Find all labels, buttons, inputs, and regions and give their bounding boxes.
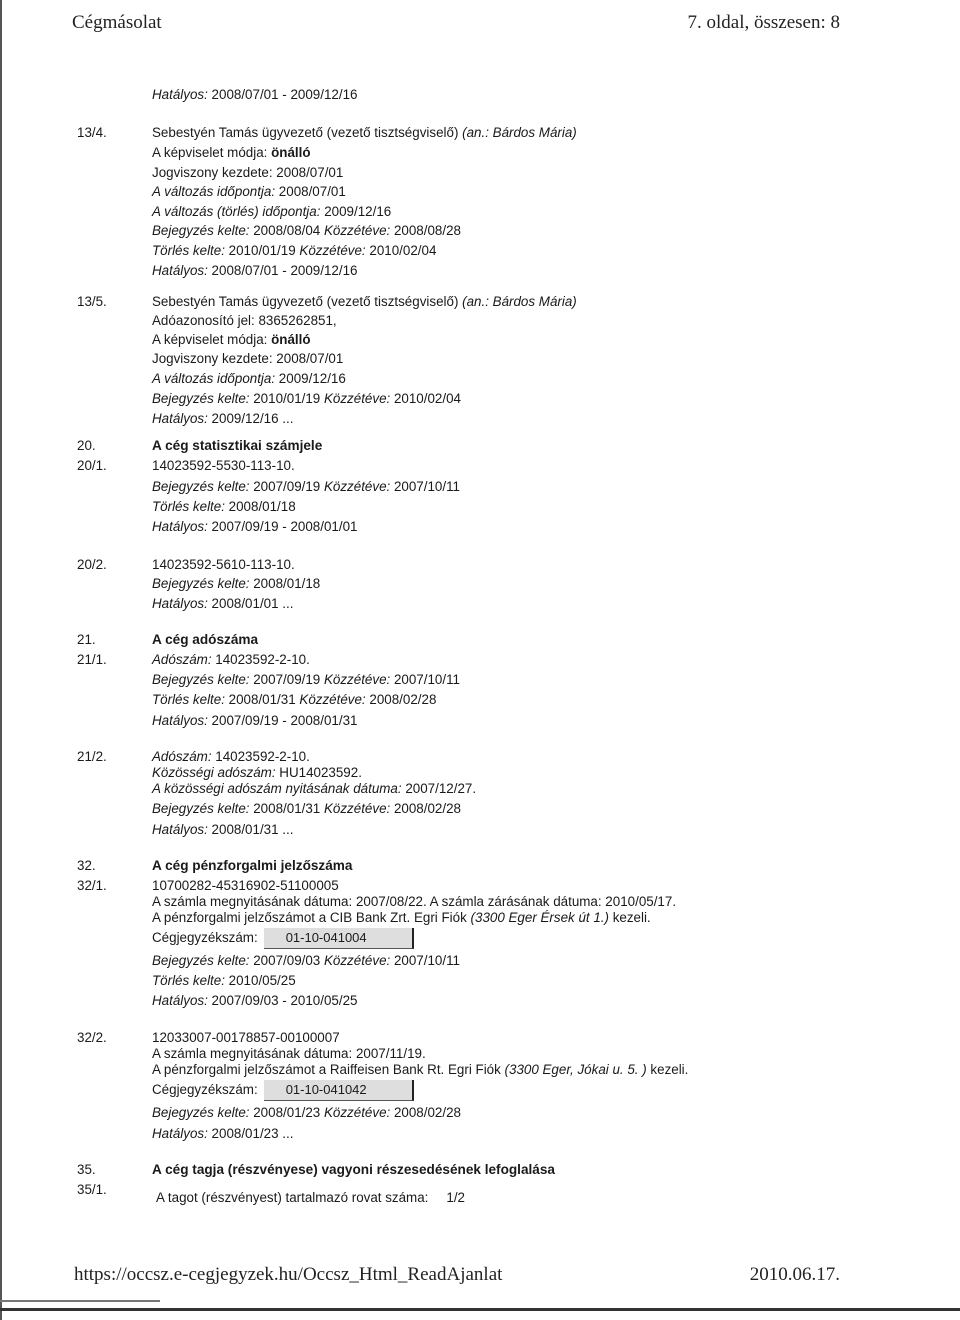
entry-number: 35/1. <box>77 1182 107 1197</box>
scan-edge-bottom <box>0 1308 960 1311</box>
registration-line: Bejegyzés kelte: 2008/08/04 Közzétéve: 2008/08/28 <box>152 223 461 238</box>
section-title: A cég tagja (részvényese) vagyoni részesedésének lefoglalása <box>152 1162 555 1177</box>
community-tax-number: Közösségi adószám: HU14023592. <box>152 765 362 780</box>
scan-edge-bottom-mark <box>0 1300 160 1302</box>
section-title: A cég adószáma <box>152 632 259 647</box>
entry-number: 13/5. <box>77 294 107 309</box>
hatalyos-line: Hatályos: 2007/09/19 - 2008/01/01 <box>152 519 358 534</box>
relation-start: Jogviszony kezdete: 2008/07/01 <box>152 351 344 366</box>
registration-line: Bejegyzés kelte: 2008/01/23 Közzétéve: 2008/02/28 <box>152 1105 461 1120</box>
account-number: 12033007-00178857-00100007 <box>152 1030 340 1045</box>
hatalyos-line: Hatályos: 2008/07/01 - 2009/12/16 <box>152 87 358 102</box>
account-number: 10700282-45316902-51100005 <box>152 878 339 893</box>
change-date: A változás időpontja: 2008/07/01 <box>152 184 346 199</box>
deletion-line: Törlés kelte: 2008/01/18 <box>152 499 296 514</box>
community-tax-open-date: A közösségi adószám nyitásának dátuma: 2007/12/27. <box>152 781 477 796</box>
section-number: 20. <box>77 438 96 453</box>
registration-line: Bejegyzés kelte: 2008/01/18 <box>152 576 321 591</box>
registration-line: Bejegyzés kelte: 2010/01/19 Közzétéve: 2010/02/04 <box>152 391 461 406</box>
bank-line: A pénzforgalmi jelzőszámot a Raiffeisen Bank Rt. Egri Fiók (3300 Eger, Jókai u. 5. ) kezeli. <box>152 1062 689 1077</box>
entry-number: 20/2. <box>77 557 107 572</box>
company-reg-number: Cégjegyzékszám: 01-10-041004 <box>152 928 414 949</box>
tax-id-line: Adóazonosító jel: 8365262851, <box>152 313 337 328</box>
bank-line: A pénzforgalmi jelzőszámot a CIB Bank Zrt. Egri Fiók (3300 Eger Érsek út 1.) kezeli. <box>152 910 651 925</box>
section-title: A cég pénzforgalmi jelzőszáma <box>152 858 353 873</box>
page-header-left: Cégmásolat <box>72 12 162 33</box>
member-row-ref: A tagot (részvényest) tartalmazó rovat száma: 1/2 <box>156 1190 466 1205</box>
section-title: A cég statisztikai számjele <box>152 438 323 453</box>
account-dates: A számla megnyitásának dátuma: 2007/11/19. <box>152 1046 426 1061</box>
stat-number: 14023592-5610-113-10. <box>152 557 295 572</box>
section-number: 21. <box>77 632 96 647</box>
hatalyos-line: Hatályos: 2008/07/01 - 2009/12/16 <box>152 263 358 278</box>
person-name: Sebestyén Tamás ügyvezető (vezető tisztségviselő) (an.: Bárdos Mária) <box>152 294 577 309</box>
page-header-right: 7. oldal, összesen: 8 <box>687 12 840 33</box>
entry-number: 32/1. <box>77 878 107 893</box>
entry-number: 20/1. <box>77 458 107 473</box>
entry-number: 32/2. <box>77 1030 107 1045</box>
person-name: Sebestyén Tamás ügyvezető (vezető tisztségviselő) (an.: Bárdos Mária) <box>152 125 577 140</box>
scan-edge-left <box>0 0 2 1320</box>
stat-number: 14023592-5530-113-10. <box>152 458 295 473</box>
account-dates: A számla megnyitásának dátuma: 2007/08/22. A számla zárásának dátuma: 2010/05/17. <box>152 894 677 909</box>
footer-url: https://occsz.e-cegjegyzek.hu/Occsz_Html_ReadAjanlat <box>74 1264 503 1285</box>
entry-number: 21/1. <box>77 652 107 667</box>
tax-number-line: Adószám: 14023592-2-10. <box>152 749 310 764</box>
change-date: A változás időpontja: 2009/12/16 <box>152 371 346 386</box>
deletion-line: Törlés kelte: 2008/01/31 Közzétéve: 2008/02/28 <box>152 692 437 707</box>
hatalyos-line: Hatályos: 2009/12/16 ... <box>152 411 294 426</box>
deletion-change-date: A változás (törlés) időpontja: 2009/12/16 <box>152 204 392 219</box>
registration-line: Bejegyzés kelte: 2007/09/19 Közzétéve: 2007/10/11 <box>152 479 460 494</box>
entry-number: 13/4. <box>77 125 107 140</box>
tax-number-line: Adószám: 14023592-2-10. <box>152 652 310 667</box>
relation-start: Jogviszony kezdete: 2008/07/01 <box>152 165 344 180</box>
hatalyos-line: Hatályos: 2007/09/03 - 2010/05/25 <box>152 993 358 1008</box>
entry-number: 21/2. <box>77 749 107 764</box>
registration-line: Bejegyzés kelte: 2008/01/31 Közzétéve: 2008/02/28 <box>152 801 461 816</box>
hatalyos-line: Hatályos: 2008/01/23 ... <box>152 1126 294 1141</box>
deletion-line: Törlés kelte: 2010/01/19 Közzétéve: 2010/02/04 <box>152 243 437 258</box>
hatalyos-line: Hatályos: 2007/09/19 - 2008/01/31 <box>152 713 358 728</box>
hatalyos-line: Hatályos: 2008/01/01 ... <box>152 596 294 611</box>
representation-line: A képviselet módja: önálló <box>152 332 311 347</box>
footer-date: 2010.06.17. <box>749 1264 840 1285</box>
registration-line: Bejegyzés kelte: 2007/09/03 Közzétéve: 2007/10/11 <box>152 953 460 968</box>
hatalyos-line: Hatályos: 2008/01/31 ... <box>152 822 294 837</box>
section-number: 32. <box>77 858 96 873</box>
representation-line: A képviselet módja: önálló <box>152 145 311 160</box>
section-number: 35. <box>77 1162 96 1177</box>
deletion-line: Törlés kelte: 2010/05/25 <box>152 973 296 988</box>
company-reg-number: Cégjegyzékszám: 01-10-041042 <box>152 1080 414 1101</box>
registration-line: Bejegyzés kelte: 2007/09/19 Közzétéve: 2007/10/11 <box>152 672 460 687</box>
